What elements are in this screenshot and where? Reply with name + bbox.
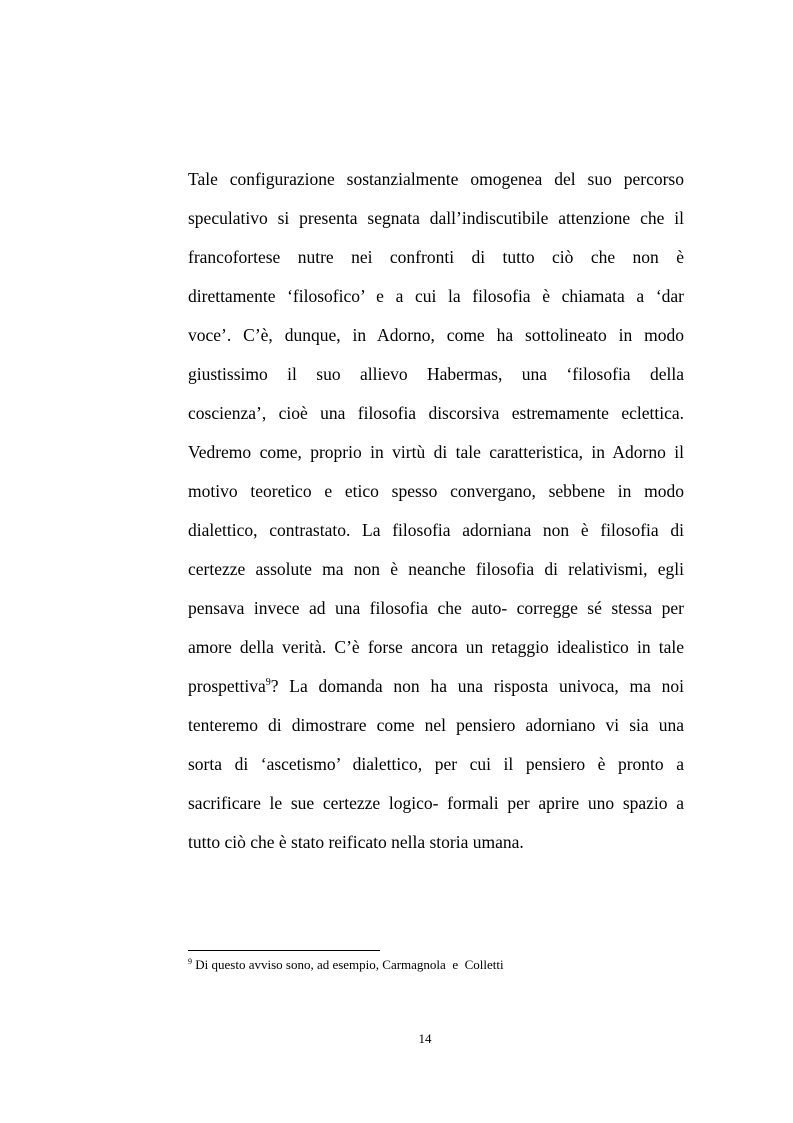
footnote-reference[interactable]: 9	[265, 677, 271, 688]
footnote-marker: 9	[188, 957, 192, 966]
text-line: francofortese nutre nei confronti di tutto ciò che non è	[188, 247, 684, 267]
text-line: sorta di ‘ascetismo’ dialettico, per cui il pensiero è pronto a	[188, 754, 684, 774]
text-line: direttamente ‘filosofico’ e a cui la filosofia è chiamata a ‘dar	[188, 286, 684, 306]
text-line: dialettico, contrastato. La filosofia adorniana non è filosofia di	[188, 520, 684, 540]
footnote-separator	[188, 950, 380, 951]
footnote	[188, 956, 504, 976]
text-line: motivo teoretico e etico spesso convergano, sebbene in modo	[188, 481, 684, 501]
text-line: coscienza’, cioè una filosofia discorsiva estremamente eclettica.	[188, 403, 684, 423]
text-line: amore della verità. C’è forse ancora un retaggio idealistico in tale	[188, 637, 684, 657]
text-fragment: ? La domanda non ha una risposta univoca, ma noi	[270, 676, 684, 696]
text-line: Tale configurazione sostanzialmente omogenea del suo percorso	[188, 169, 684, 189]
text-fragment: prospettiva	[188, 676, 266, 696]
text-line: sacrificare le sue certezze logico- formali per aprire uno spazio a	[188, 793, 684, 813]
text-line: voce’. C’è, dunque, in Adorno, come ha sottolineato in modo	[188, 325, 684, 345]
text-line: pensava invece ad una filosofia che auto- corregge sé stessa per	[188, 598, 684, 618]
footnote-text: Di questo avviso sono, ad esempio, Carmagnola e Colletti	[192, 957, 504, 972]
text-line: giustissimo il suo allievo Habermas, una ‘filosofia della	[188, 364, 684, 384]
text-line: certezze assolute ma non è neanche filosofia di relativismi, egli	[188, 559, 684, 579]
text-line: speculativo si presenta segnata dall’indiscutibile attenzione che il	[188, 208, 684, 228]
text-line: tenteremo di dimostrare come nel pensiero adorniano vi sia una	[188, 715, 684, 735]
text-line: Vedremo come, proprio in virtù di tale caratteristica, in Adorno il	[188, 442, 684, 462]
text-line: tutto ciò che è stato reificato nella storia umana.	[188, 832, 524, 852]
body-paragraph	[188, 160, 684, 862]
text-line-with-footnote-ref	[188, 667, 684, 706]
page-number: 14	[418, 1031, 432, 1046]
